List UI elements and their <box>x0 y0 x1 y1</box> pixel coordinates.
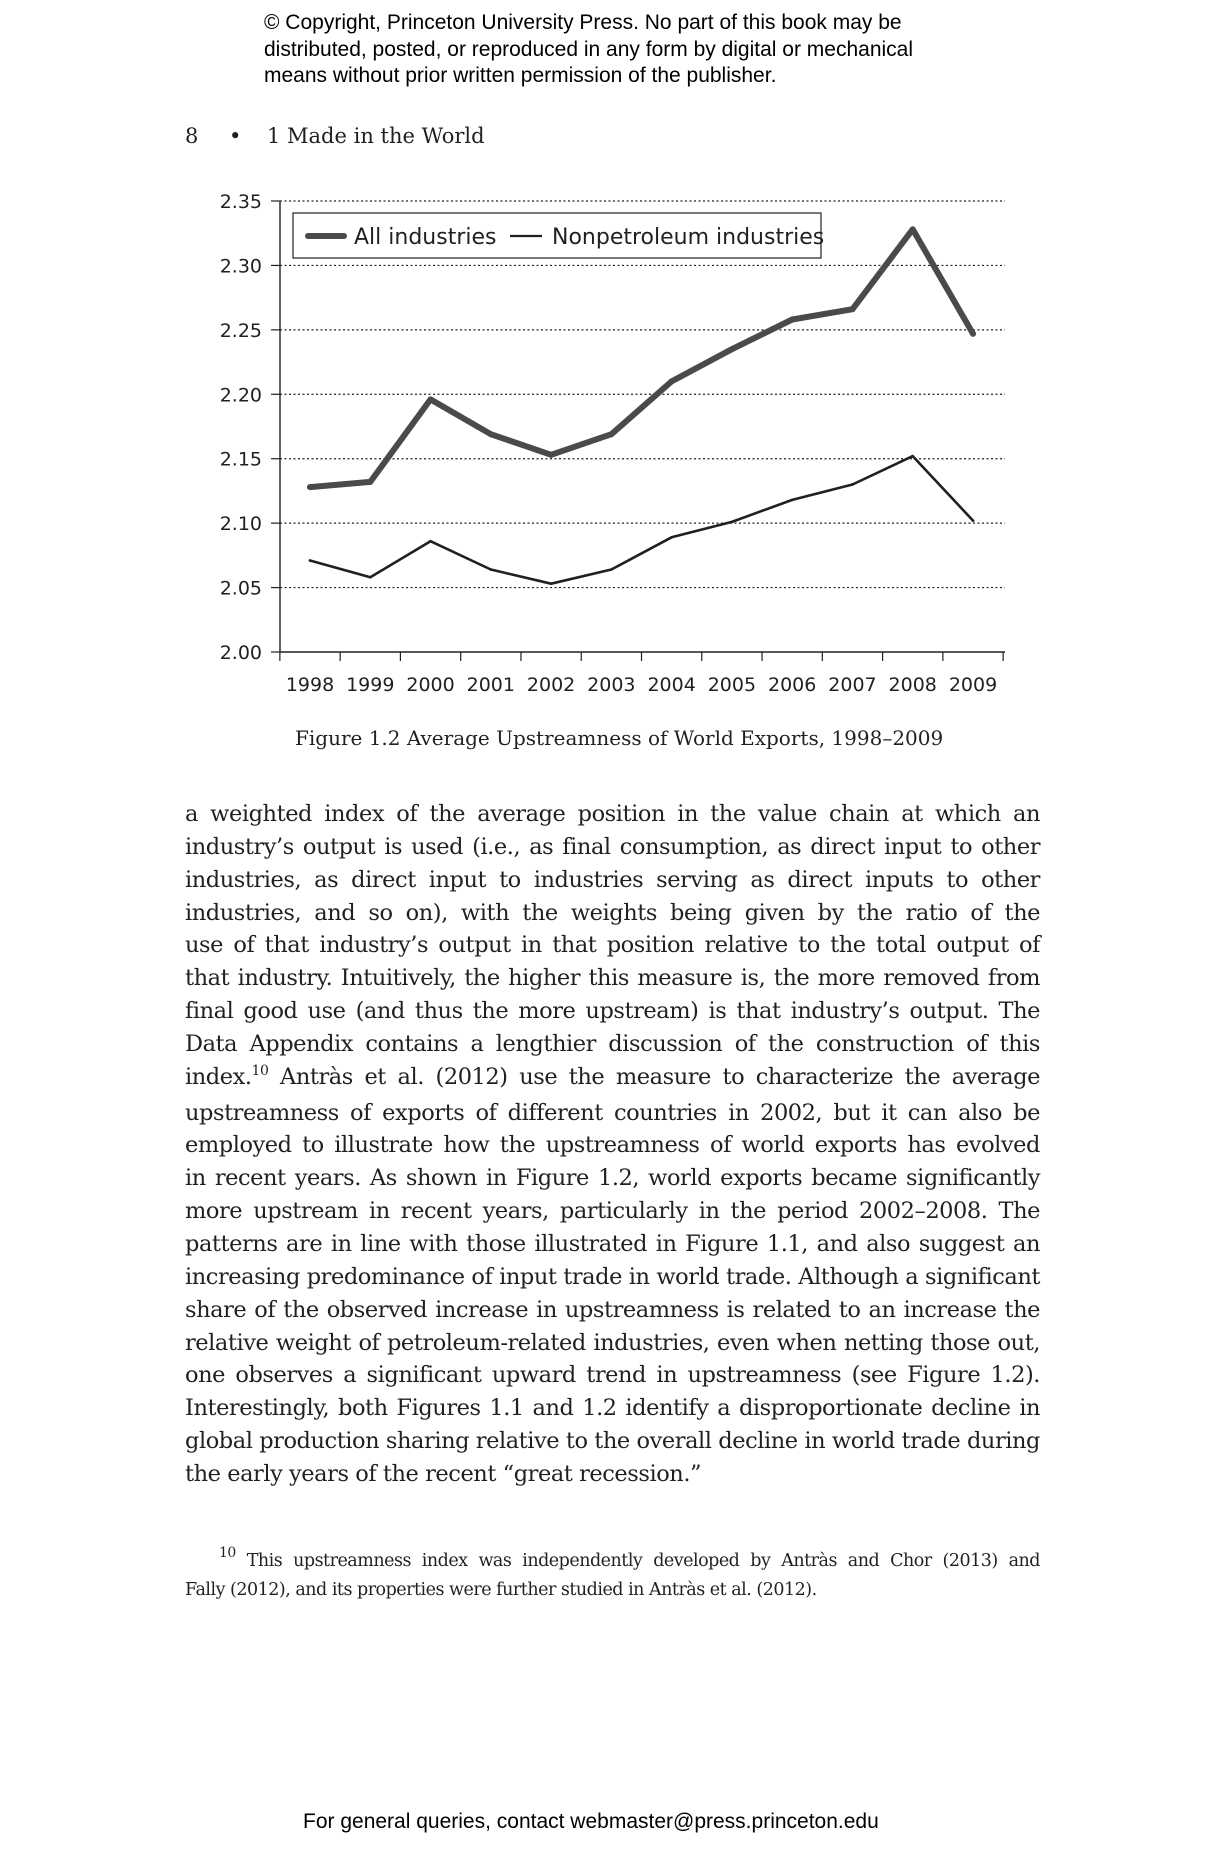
copyright-line: means without prior written permission of the publisher. <box>264 64 777 87</box>
body-line: upstreamness of exports of different countries in 2002, but it can also be <box>185 1099 1040 1126</box>
running-head-separator: • <box>229 124 242 148</box>
data-point <box>548 452 554 458</box>
x-tick-label: 2002 <box>526 674 576 696</box>
x-tick-label: 2001 <box>466 674 515 696</box>
data-point <box>731 521 734 524</box>
body-line: employed to illustrate how the upstreamness of world exports has evolved <box>185 1132 1040 1159</box>
series-line-all-industries <box>310 229 973 487</box>
body-line: a weighted index of the average position in the value chain at which an <box>185 801 1040 827</box>
data-point <box>490 568 493 571</box>
x-tick-label: 2008 <box>888 674 937 696</box>
chart-gridlines <box>280 201 1005 588</box>
data-point <box>851 483 854 486</box>
body-line: industries, as direct input to industries serving as direct inputs to other <box>185 866 1040 893</box>
body-line <box>185 1061 1040 1097</box>
body-text-fragment: Antràs et al. (2012) use the measure to characterize the average <box>268 1063 1040 1090</box>
data-point <box>791 499 794 502</box>
data-point <box>608 431 614 437</box>
footnote-reference[interactable]: 10 <box>251 1062 269 1079</box>
body-line: one observes a significant upward trend in upstreamness (see Figure 1.2). <box>185 1362 1040 1389</box>
data-point <box>789 317 795 323</box>
x-tick-label: 2005 <box>707 674 757 696</box>
data-point <box>610 568 613 571</box>
data-point <box>970 331 976 337</box>
x-tick-label: 1998 <box>285 674 335 696</box>
body-paragraph <box>185 798 1040 1491</box>
y-tick-label: 2.20 <box>219 384 262 407</box>
x-tick-label: 2006 <box>768 674 817 696</box>
x-tick-label: 2000 <box>406 674 455 696</box>
body-line: relative weight of petroleum-related industries, even when netting those out, <box>185 1329 1040 1356</box>
x-tick-label: 2004 <box>647 674 696 696</box>
body-line: Interestingly, both Figures 1.1 and 1.2 identify a disproportionate decline in <box>185 1395 1040 1422</box>
x-tick-label: 2003 <box>587 674 636 696</box>
page-number: 8 <box>185 124 199 148</box>
data-point <box>428 396 434 402</box>
chapter-title: 1 Made in the World <box>267 124 485 148</box>
y-tick-label: 2.05 <box>219 577 262 600</box>
data-point <box>307 484 313 490</box>
body-line: share of the observed increase in upstreamness is related to an increase the <box>185 1296 1040 1323</box>
series-line-nonpetroleum-industries <box>310 456 973 584</box>
footnote-text: This upstreamness index was independently developed by Antràs and Chor (2013) and <box>246 1551 1040 1571</box>
body-line: global production sharing relative to the overall decline in world trade during <box>185 1428 1040 1455</box>
body-line: industries, and so on), with the weights being given by the ratio of the <box>185 899 1040 926</box>
data-point <box>669 378 675 384</box>
body-line: the early years of the recent “great recession.” <box>185 1460 702 1487</box>
data-point <box>849 306 855 312</box>
body-line: that industry. Intuitively, the higher this measure is, the more removed from <box>185 965 1040 992</box>
chart-legend <box>293 213 824 258</box>
data-point <box>972 519 975 522</box>
footnote-line <box>185 1545 1040 1577</box>
y-tick-label: 2.10 <box>219 513 262 536</box>
y-tick-label: 2.35 <box>219 191 262 213</box>
body-line: final good use (and thus the more upstream) is that industry’s output. The <box>185 998 1040 1025</box>
y-tick-label: 2.00 <box>219 642 262 664</box>
data-point <box>369 576 372 579</box>
x-tick-label: 1999 <box>346 674 395 696</box>
body-line: increasing predominance of input trade in world trade. Although a significant <box>185 1263 1040 1290</box>
data-point <box>911 455 914 458</box>
data-point <box>670 536 673 539</box>
body-line: more upstream in recent years, particularly in the period 2002–2008. The <box>185 1198 1040 1225</box>
legend-label: Nonpetroleum industries <box>552 225 825 250</box>
upstreamness-line-chart <box>0 0 1225 720</box>
data-point <box>429 540 432 543</box>
body-text-fragment: index. <box>185 1063 252 1090</box>
data-point <box>367 479 373 485</box>
copyright-line: distributed, posted, or reproduced in any form by digital or mechanical <box>264 37 914 61</box>
body-line: Data Appendix contains a lengthier discussion of the construction of this <box>185 1030 1040 1057</box>
x-tick-label: 2009 <box>948 674 998 696</box>
x-tick-label: 2007 <box>828 674 877 696</box>
legend-label: All industries <box>354 225 497 250</box>
data-point <box>729 346 735 352</box>
body-line: patterns are in line with those illustrated in Figure 1.1, and also suggest an <box>185 1230 1040 1257</box>
y-tick-label: 2.25 <box>219 319 262 342</box>
data-point <box>550 582 553 585</box>
body-line: industry’s output is used (i.e., as final consumption, as direct input to other <box>185 833 1040 860</box>
y-tick-label: 2.30 <box>219 255 262 278</box>
y-tick-label: 2.15 <box>219 448 262 471</box>
body-line: in recent years. As shown in Figure 1.2, world exports became significantly <box>185 1165 1040 1192</box>
footer-contact: For general queries, contact webmaster@press.princeton.edu <box>303 1810 879 1833</box>
data-point <box>910 226 916 232</box>
footnote <box>185 1545 1040 1604</box>
chart-series <box>307 226 976 585</box>
body-line: use of that industry’s output in that position relative to the total output of <box>185 932 1040 959</box>
copyright-line: © Copyright, Princeton University Press. No part of this book may be <box>264 11 902 34</box>
footnote-marker: 10 <box>219 1545 236 1561</box>
footnote-line: Fally (2012), and its properties were further studied in Antràs et al. (2012). <box>185 1579 817 1600</box>
data-point <box>488 431 494 437</box>
figure-caption: Figure 1.2 Average Upstreamness of World Exports, 1998–2009 <box>295 726 944 750</box>
data-point <box>309 559 312 562</box>
